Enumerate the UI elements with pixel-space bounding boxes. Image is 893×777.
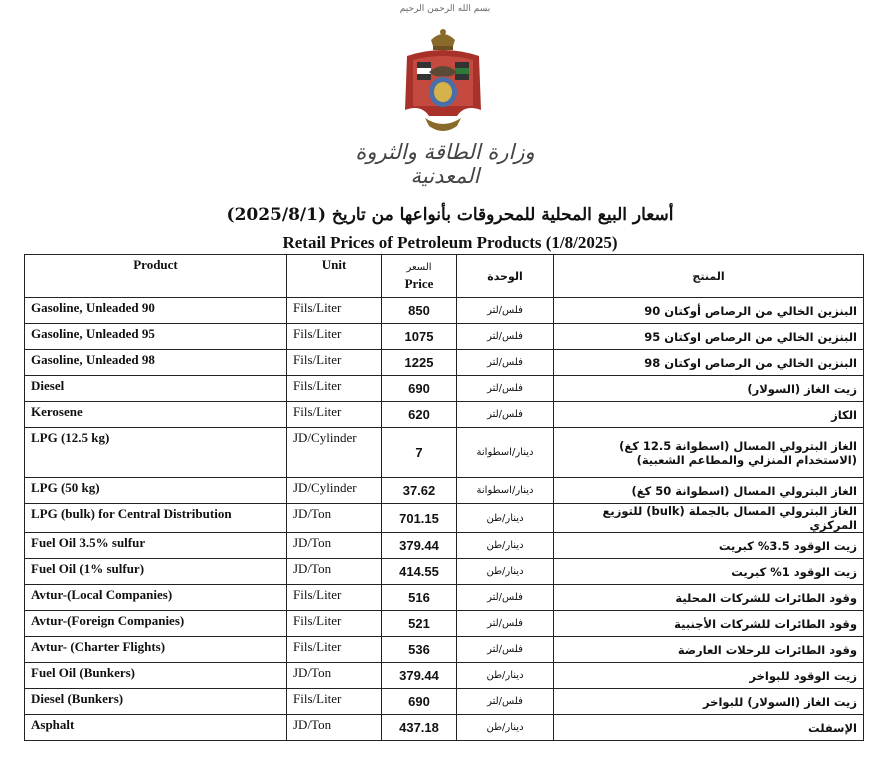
unit-cell: JD/Cylinder	[287, 478, 382, 504]
header-product-arabic: المنتج	[554, 255, 864, 298]
product-cell: Gasoline, Unleaded 98	[25, 350, 287, 376]
table-header	[25, 255, 864, 298]
unit-cell: Fils/Liter	[287, 324, 382, 350]
product-cell: Diesel	[25, 376, 287, 402]
table-row	[25, 504, 864, 533]
table-body	[25, 298, 864, 741]
price-cell: 414.55	[382, 559, 457, 585]
product-arabic-cell: زيت الغاز (السولار)	[554, 376, 864, 402]
unit-cell: JD/Ton	[287, 533, 382, 559]
header-unit: Unit	[287, 255, 382, 298]
unit-cell: JD/Cylinder	[287, 428, 382, 478]
ministry-name: وزارة الطاقة والثروة المعدنية	[355, 140, 535, 188]
price-cell: 620	[382, 402, 457, 428]
product-arabic-cell: زيت الوقود للبواخر	[554, 663, 864, 689]
table-row	[25, 533, 864, 559]
table-row	[25, 324, 864, 350]
unit-arabic-cell: فلس/لتر	[457, 298, 554, 324]
product-arabic-cell: الغاز البترولي المسال (اسطوانة 50 كغ)	[554, 478, 864, 504]
unit-arabic-cell: فلس/لتر	[457, 350, 554, 376]
unit-cell: JD/Ton	[287, 559, 382, 585]
table-row	[25, 376, 864, 402]
product-arabic-cell: وقود الطائرات للشركات المحلية	[554, 585, 864, 611]
unit-arabic-cell: دينار/طن	[457, 559, 554, 585]
price-cell: 690	[382, 376, 457, 402]
product-arabic-cell: البنزين الخالي من الرصاص اوكتان 98	[554, 350, 864, 376]
product-arabic-cell: البنزين الخالي من الرصاص اوكتان 95	[554, 324, 864, 350]
unit-cell: Fils/Liter	[287, 298, 382, 324]
price-cell: 1075	[382, 324, 457, 350]
product-cell: LPG (bulk) for Central Distribution	[25, 504, 287, 533]
price-cell: 850	[382, 298, 457, 324]
price-cell: 701.15	[382, 504, 457, 533]
product-arabic-cell: زيت الغاز (السولار) للبواخر	[554, 689, 864, 715]
product-cell: Gasoline, Unleaded 90	[25, 298, 287, 324]
product-cell: Diesel (Bunkers)	[25, 689, 287, 715]
product-cell: Avtur- (Charter Flights)	[25, 637, 287, 663]
header-product: Product	[25, 255, 287, 298]
unit-cell: Fils/Liter	[287, 637, 382, 663]
unit-cell: JD/Ton	[287, 715, 382, 741]
document-header	[0, 0, 893, 252]
header-row	[25, 255, 864, 298]
unit-arabic-cell: فلس/لتر	[457, 402, 554, 428]
table-row	[25, 402, 864, 428]
table-row	[25, 478, 864, 504]
table-row	[25, 559, 864, 585]
product-cell: Kerosene	[25, 402, 287, 428]
price-cell: 516	[382, 585, 457, 611]
product-cell: Fuel Oil (Bunkers)	[25, 663, 287, 689]
table-row	[25, 637, 864, 663]
price-cell: 379.44	[382, 663, 457, 689]
title-arabic: أسعار البيع المحلية للمحروقات بأنواعها من تاريخ (2025/8/1)	[226, 205, 674, 225]
table-row	[25, 585, 864, 611]
product-arabic-cell: الإسفلت	[554, 715, 864, 741]
unit-arabic-cell: دينار/طن	[457, 715, 554, 741]
unit-arabic-cell: فلس/لتر	[457, 585, 554, 611]
unit-cell: Fils/Liter	[287, 689, 382, 715]
product-cell: Fuel Oil (1% sulfur)	[25, 559, 287, 585]
unit-arabic-cell: دينار/طن	[457, 533, 554, 559]
table-row	[25, 350, 864, 376]
price-cell: 437.18	[382, 715, 457, 741]
basmala-text: بسم الله الرحمن الرحيم	[399, 4, 491, 14]
coat-of-arms-icon	[395, 26, 491, 138]
price-cell: 1225	[382, 350, 457, 376]
unit-cell: Fils/Liter	[287, 611, 382, 637]
prices-table	[24, 254, 864, 741]
header-price-arabic: السعر	[406, 262, 432, 273]
table-row	[25, 611, 864, 637]
table-row	[25, 663, 864, 689]
product-arabic-cell: البنزين الخالي من الرصاص أوكتان 90	[554, 298, 864, 324]
price-cell: 7	[382, 428, 457, 478]
table-row	[25, 298, 864, 324]
unit-cell: Fils/Liter	[287, 402, 382, 428]
table-row	[25, 428, 864, 478]
unit-arabic-cell: دينار/طن	[457, 663, 554, 689]
unit-arabic-cell: فلس/لتر	[457, 376, 554, 402]
product-cell: Fuel Oil 3.5% sulfur	[25, 533, 287, 559]
product-arabic-cell: زيت الوقود 1% كبريت	[554, 559, 864, 585]
unit-arabic-cell: فلس/لتر	[457, 689, 554, 715]
unit-cell: Fils/Liter	[287, 350, 382, 376]
unit-cell: Fils/Liter	[287, 376, 382, 402]
table-row	[25, 689, 864, 715]
price-cell: 690	[382, 689, 457, 715]
product-cell: Avtur-(Foreign Companies)	[25, 611, 287, 637]
unit-arabic-cell: دينار/اسطوانة	[457, 478, 554, 504]
product-arabic-cell: وقود الطائرات للشركات الأجنبية	[554, 611, 864, 637]
product-cell: Avtur-(Local Companies)	[25, 585, 287, 611]
unit-arabic-cell: فلس/لتر	[457, 611, 554, 637]
table-row	[25, 715, 864, 741]
product-arabic-cell: وقود الطائرات للرحلات العارضة	[554, 637, 864, 663]
product-arabic-cell: الغاز البترولي المسال (اسطوانة 12.5 كغ) (الاستخدام المنزلي والمطاعم الشعبية)	[554, 428, 864, 478]
price-cell: 37.62	[382, 478, 457, 504]
header-price	[382, 255, 457, 298]
title-english: Retail Prices of Petroleum Products (1/8/2025)	[282, 233, 618, 252]
price-cell: 536	[382, 637, 457, 663]
product-arabic-cell: الغاز البترولي المسال بالجملة (bulk) للتوزيع المركزي	[554, 504, 864, 533]
product-cell: LPG (50 kg)	[25, 478, 287, 504]
product-arabic-cell: زيت الوقود 3.5% كبريت	[554, 533, 864, 559]
unit-arabic-cell: دينار/طن	[457, 504, 554, 533]
product-cell: Asphalt	[25, 715, 287, 741]
product-cell: LPG (12.5 kg)	[25, 428, 287, 478]
header-price-english: Price	[404, 276, 434, 291]
product-cell: Gasoline, Unleaded 95	[25, 324, 287, 350]
unit-arabic-cell: فلس/لتر	[457, 637, 554, 663]
unit-arabic-cell: فلس/لتر	[457, 324, 554, 350]
header-unit-arabic: الوحدة	[457, 255, 554, 298]
unit-cell: Fils/Liter	[287, 585, 382, 611]
unit-cell: JD/Ton	[287, 663, 382, 689]
unit-arabic-cell: دينار/اسطوانة	[457, 428, 554, 478]
price-cell: 521	[382, 611, 457, 637]
price-cell: 379.44	[382, 533, 457, 559]
product-arabic-cell: الكاز	[554, 402, 864, 428]
unit-cell: JD/Ton	[287, 504, 382, 533]
